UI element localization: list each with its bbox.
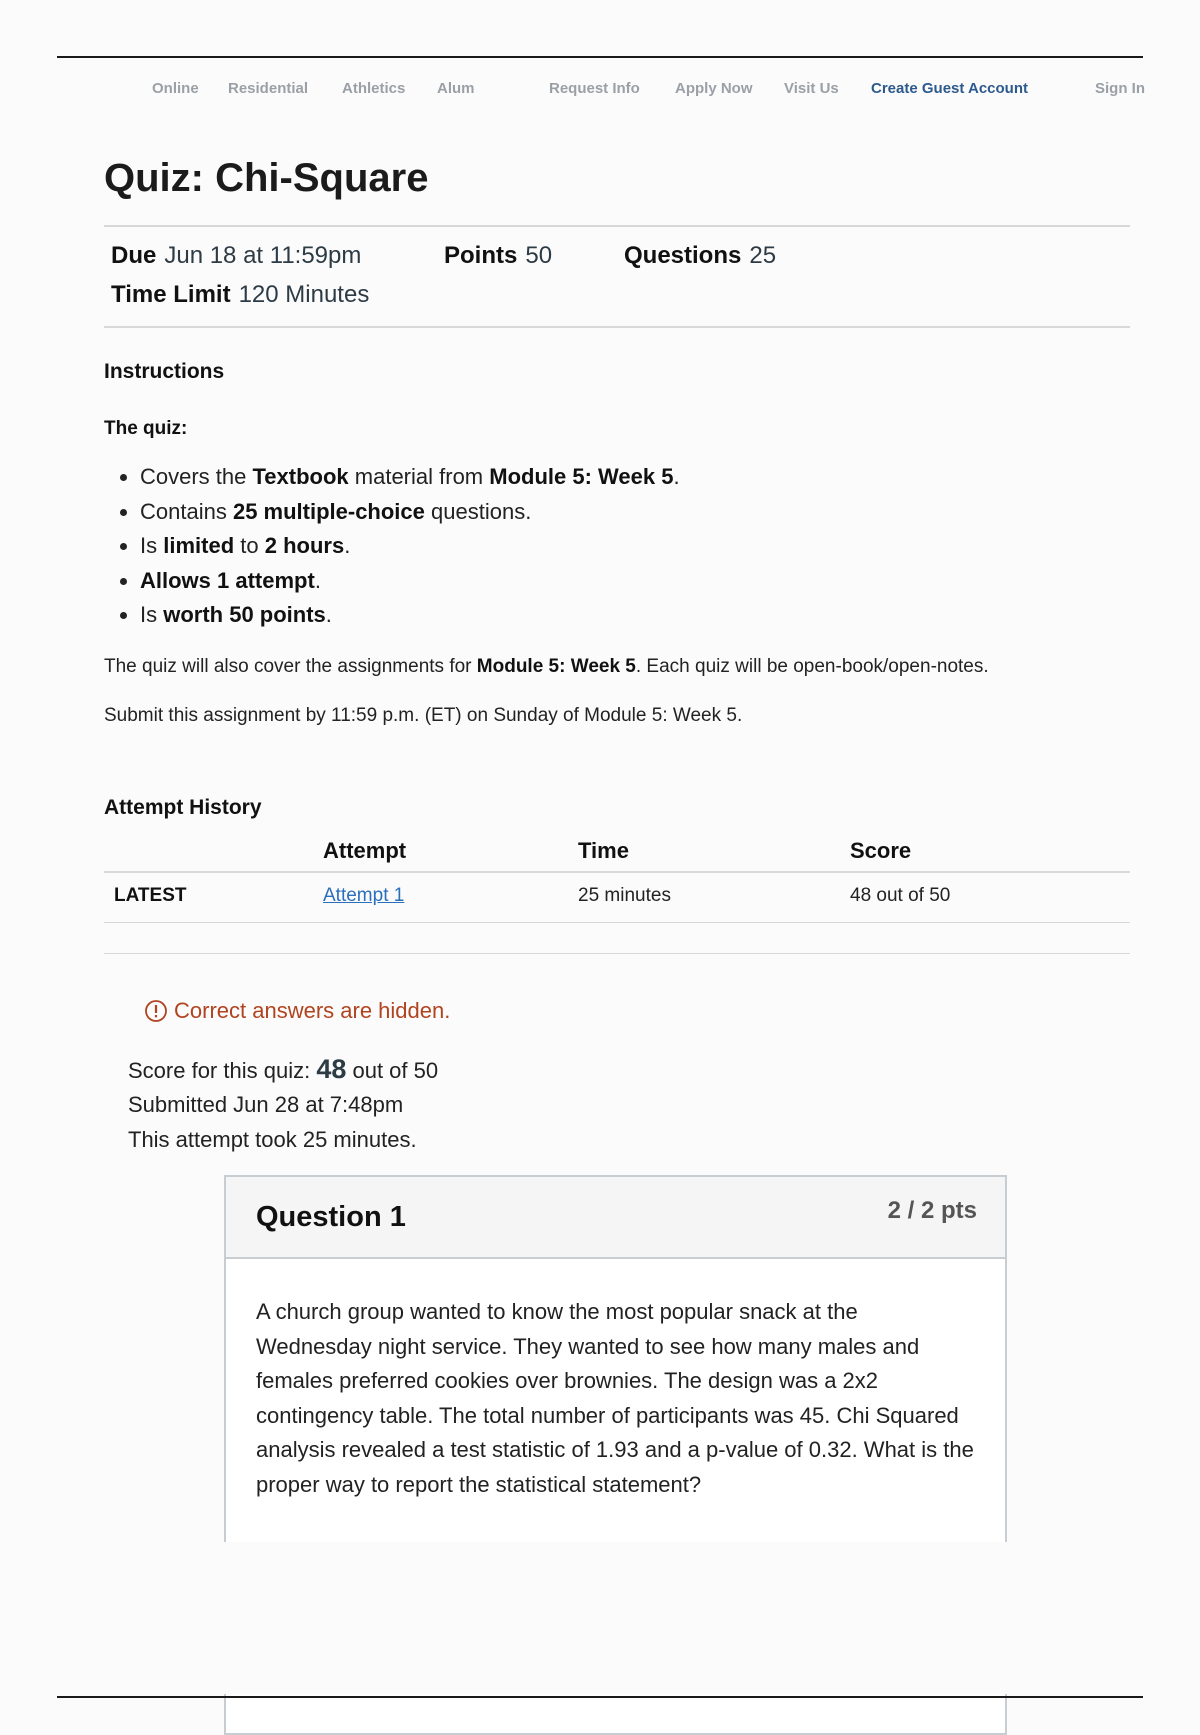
duration-line: This attempt took 25 minutes.: [128, 1127, 417, 1152]
question-text: A church group wanted to know the most popular snack at the Wednesday night service. They wanted to see how many males and females preferred cookies over brownies. The design was a 2x2 contingency table. The total number of participants was 45. Chi Squared analysis revealed a test statistic of 1.93 and a p-value of 0.32. What is the proper way to report the statistical statement?: [256, 1299, 974, 1497]
questions-label: Questions: [624, 242, 742, 269]
answers-hidden-alert: [144, 998, 450, 1024]
warning-icon: [144, 999, 168, 1023]
attempt-time: 25 minutes: [578, 885, 671, 906]
instructions-heading: Instructions: [104, 360, 225, 383]
score-line: [128, 1052, 438, 1087]
text: . Each quiz will be open-book/open-notes.: [635, 656, 989, 677]
questions-detail: [624, 242, 776, 270]
text: The quiz will also cover the assignments for: [104, 656, 477, 677]
nav-visit-us[interactable]: Visit Us: [784, 80, 839, 97]
list-item: [140, 598, 680, 633]
table-header-divider: [104, 871, 1130, 873]
text: .: [344, 533, 351, 558]
quiz-result-summary: [128, 1052, 438, 1157]
bold-text: Module 5: Week 5: [489, 464, 674, 489]
time-limit-detail: [111, 281, 369, 309]
attempt-link[interactable]: Attempt 1: [323, 885, 405, 906]
nav-athletics[interactable]: Athletics: [342, 80, 406, 97]
nav-online[interactable]: Online: [152, 80, 199, 97]
text: Contains: [140, 498, 233, 524]
question-title: Question 1: [256, 1201, 406, 1233]
bold-text: Allows 1 attempt: [140, 567, 315, 593]
column-header-score: Score: [850, 838, 912, 863]
bottom-rule: [57, 1696, 1143, 1698]
nav-residential[interactable]: Residential: [228, 80, 309, 97]
details-divider: [104, 326, 1130, 328]
bold-text: Textbook: [252, 464, 349, 489]
bold-text: Module 5: Week 5: [476, 656, 636, 677]
section-divider: [104, 953, 1130, 954]
list-item: [140, 460, 680, 495]
text: Is: [140, 533, 164, 558]
nav-alum[interactable]: Alum: [437, 80, 475, 97]
question-points: 2 / 2 pts: [887, 1197, 977, 1224]
due-detail: [111, 242, 361, 270]
page-title: Quiz: Chi-Square: [104, 156, 429, 200]
list-item: [140, 529, 680, 564]
nav-apply-now[interactable]: Apply Now: [675, 80, 753, 97]
score-value: 48: [316, 1054, 347, 1084]
submitted-line: Submitted Jun 28 at 7:48pm: [128, 1092, 404, 1117]
quiz-label: The quiz:: [104, 418, 188, 439]
bold-text: worth 50 points: [163, 602, 326, 627]
score-suffix: out of 50: [346, 1058, 439, 1083]
instructions-paragraph: [104, 656, 989, 678]
text: .: [314, 567, 321, 593]
time-limit-value: 120 Minutes: [238, 281, 370, 308]
points-value: 50: [525, 242, 553, 269]
points-label: Points: [444, 242, 518, 269]
top-nav: [0, 80, 1200, 102]
text: questions.: [424, 498, 532, 524]
time-limit-label: Time Limit: [111, 281, 231, 308]
nav-create-guest-account[interactable]: Create Guest Account: [871, 80, 1028, 97]
due-label: Due: [111, 242, 157, 269]
title-divider: [104, 225, 1130, 227]
text: .: [325, 602, 332, 627]
text: material from: [348, 464, 490, 489]
nav-request-info[interactable]: Request Info: [549, 80, 640, 97]
attempt-score: 48 out of 50: [850, 885, 951, 906]
top-rule: [57, 56, 1143, 58]
submit-instructions: Submit this assignment by 11:59 p.m. (ET) on Sunday of Module 5: Week 5.: [104, 705, 743, 726]
bold-text: limited: [163, 533, 235, 558]
list-item: [140, 564, 680, 599]
table-row-divider: [104, 922, 1130, 923]
latest-label: LATEST: [114, 885, 187, 906]
question-header: [226, 1177, 1005, 1259]
bold-text: 2 hours: [264, 533, 345, 558]
nav-sign-in[interactable]: Sign In: [1095, 80, 1145, 97]
alert-text: Correct answers are hidden.: [174, 998, 451, 1023]
bold-text: 25 multiple-choice: [232, 498, 425, 524]
due-value: Jun 18 at 11:59pm: [164, 242, 362, 269]
column-header-time: Time: [578, 838, 629, 863]
list-item: [140, 495, 680, 530]
text: to: [234, 533, 265, 558]
text: Covers the: [140, 464, 253, 489]
questions-value: 25: [749, 242, 777, 269]
attempt-history-heading: Attempt History: [104, 796, 262, 819]
blank-area: [0, 1542, 1200, 1694]
score-prefix: Score for this quiz:: [128, 1058, 317, 1083]
instruction-list: [104, 460, 680, 633]
points-detail: [444, 242, 552, 270]
column-header-attempt: Attempt: [323, 838, 407, 863]
text: Is: [140, 602, 164, 627]
text: .: [673, 464, 680, 489]
